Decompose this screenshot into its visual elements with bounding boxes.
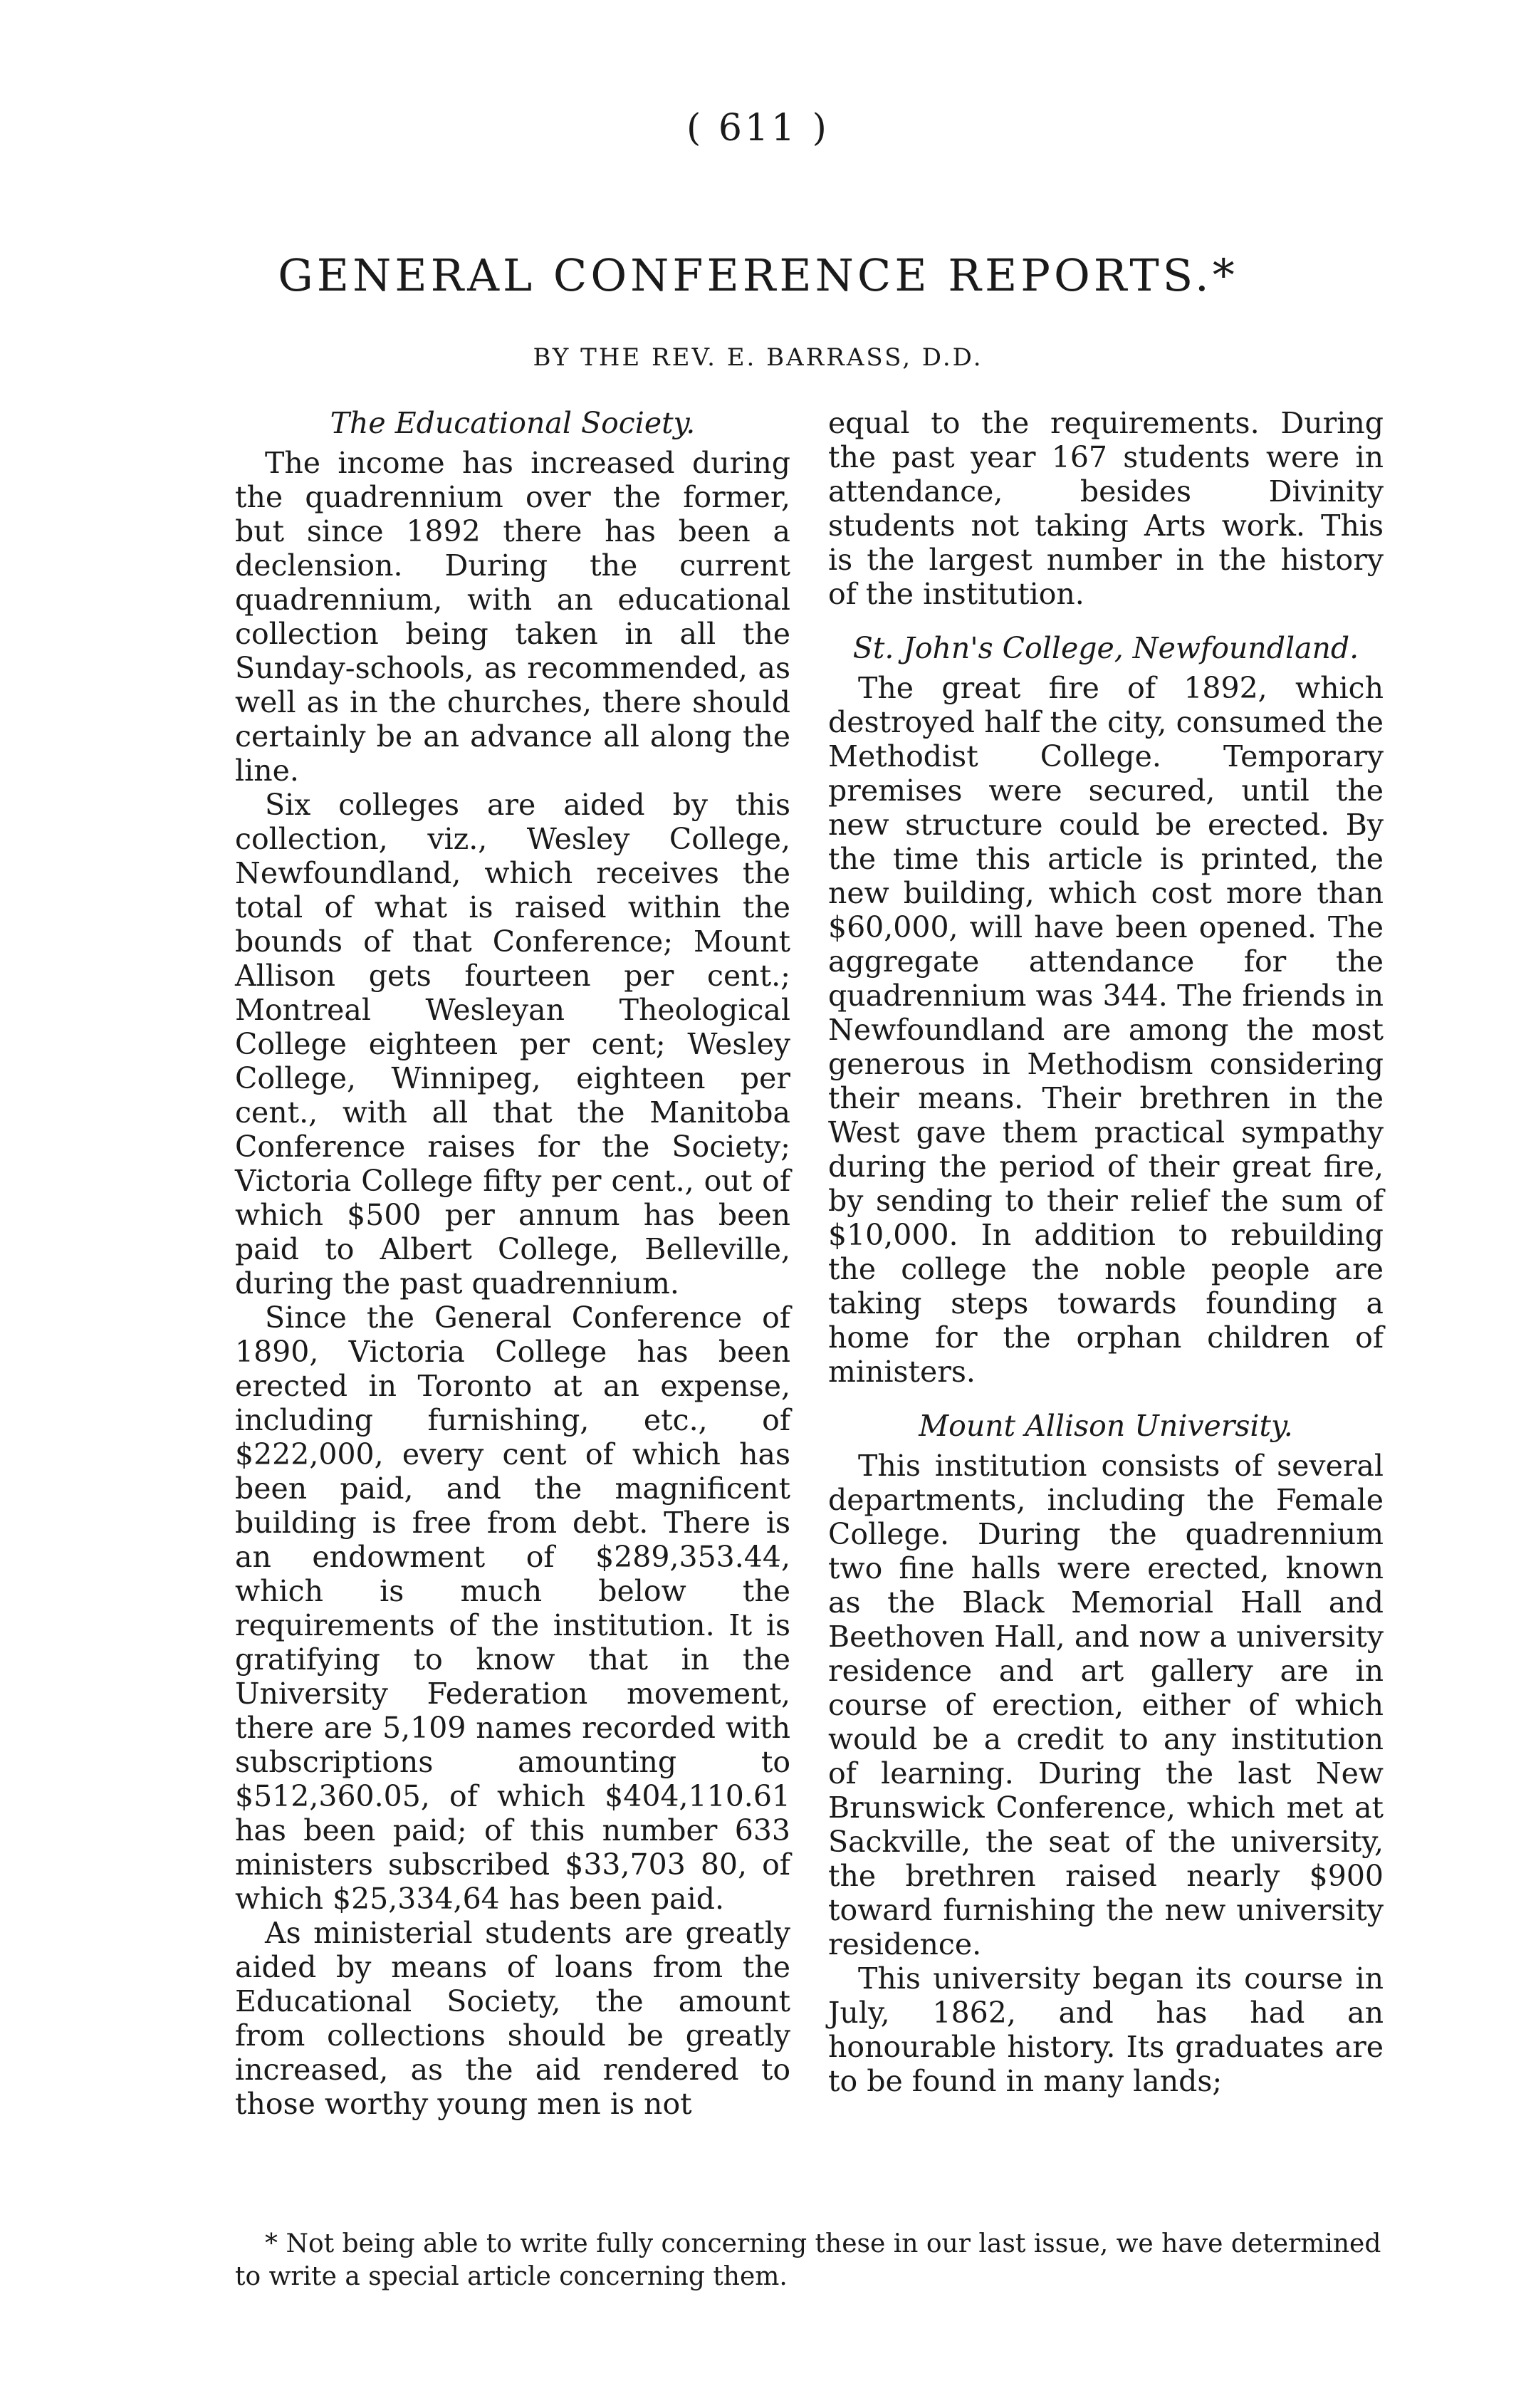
paragraph: As ministerial students are greatly aided by means of loans from the Educational Society, the amount from collections should be greatly increased, as the aid rendered to those worthy young men is not xyxy=(235,1916,790,2121)
paragraph: Six colleges are aided by this collection, viz., Wesley College, Newfoundland, which receives the total of what is raised within the bounds of that Conference; Mount Allison gets fourteen per cent.; Montreal Wesleyan Theological College eighteen per cent; Wesley College, Winnipeg, eighteen per cent., with all that the Manitoba Conference raises for the Society; Victoria College fifty per cent., out of which $500 per annum has been paid to Albert College, Belleville, during the past quadrennium. xyxy=(235,788,790,1301)
section-heading-st-johns-college: St. John's College, Newfoundland. xyxy=(852,631,1359,665)
section-heading-educational-society: The Educational Society. xyxy=(330,406,696,440)
footnote: * Not being able to write fully concerning these in our last issue, we have determined to write a special article concerning them. xyxy=(235,2229,1381,2291)
page-number: ( 611 ) xyxy=(686,107,830,150)
paragraph: This institution consists of several departments, including the Female College. During the quadrennium two fine halls were erected, known as the Black Memorial Hall and Beethoven Hall, and now a university residence and art gallery are in course of erection, either of which would be a credit to any institution of learning. During the last New Brunswick Conference, which met at Sackville, the seat of the university, the brethren raised nearly $900 toward furnishing the new university residence. xyxy=(828,1449,1384,1961)
paragraph: The income has increased during the quadrennium over the former, but since 1892 there has been a declension. During the current quadrennium, with an educational collection being taken in all the Sunday-schools, as recommended, as well as in the churches, there should certainly be an advance all along the line. xyxy=(235,446,790,788)
paragraph-continued: equal to the requirements. During the past year 167 students were in attendance, besides Divinity students not taking Arts work. This is the largest number in the history of the institution. xyxy=(828,406,1384,611)
right-column xyxy=(828,406,1384,2098)
paragraph: Since the General Conference of 1890, Victoria College has been erected in Toronto at an expense, including furnishing, etc., of $222,000, every cent of which has been paid, and the magnificent building is free from debt. There is an endowment of $289,353.44, which is much below the requirements of the institution. It is gratifying to know that in the University Federation movement, there are 5,109 names recorded with subscriptions amounting to $512,360.05, of which $404,110.61 has been paid; of this number 633 ministers subscribed $33,703 80, of which $25,334,64 has been paid. xyxy=(235,1301,790,1916)
paragraph: This university began its course in July, 1862, and has had an honourable history. Its graduates are to be found in many lands; xyxy=(828,1961,1384,2098)
section-heading-mount-allison: Mount Allison University. xyxy=(919,1409,1293,1443)
byline: BY THE REV. E. BARRASS, D.D. xyxy=(533,343,983,372)
article-title: GENERAL CONFERENCE REPORTS.* xyxy=(278,249,1238,301)
left-column xyxy=(235,406,790,2121)
paragraph: The great fire of 1892, which destroyed half the city, consumed the Methodist College. Temporary premises were secured, until the new structure could be erected. By the time this article is printed, the new building, which cost more than $60,000, will have been opened. The aggregate attendance for the quadrennium was 344. The friends in Newfoundland are among the most generous in Methodism considering their means. Their brethren in the West gave them practical sympathy during the period of their great fire, by sending to their relief the sum of $10,000. In addition to rebuilding the college the noble people are taking steps towards founding a home for the orphan children of ministers. xyxy=(828,671,1384,1389)
